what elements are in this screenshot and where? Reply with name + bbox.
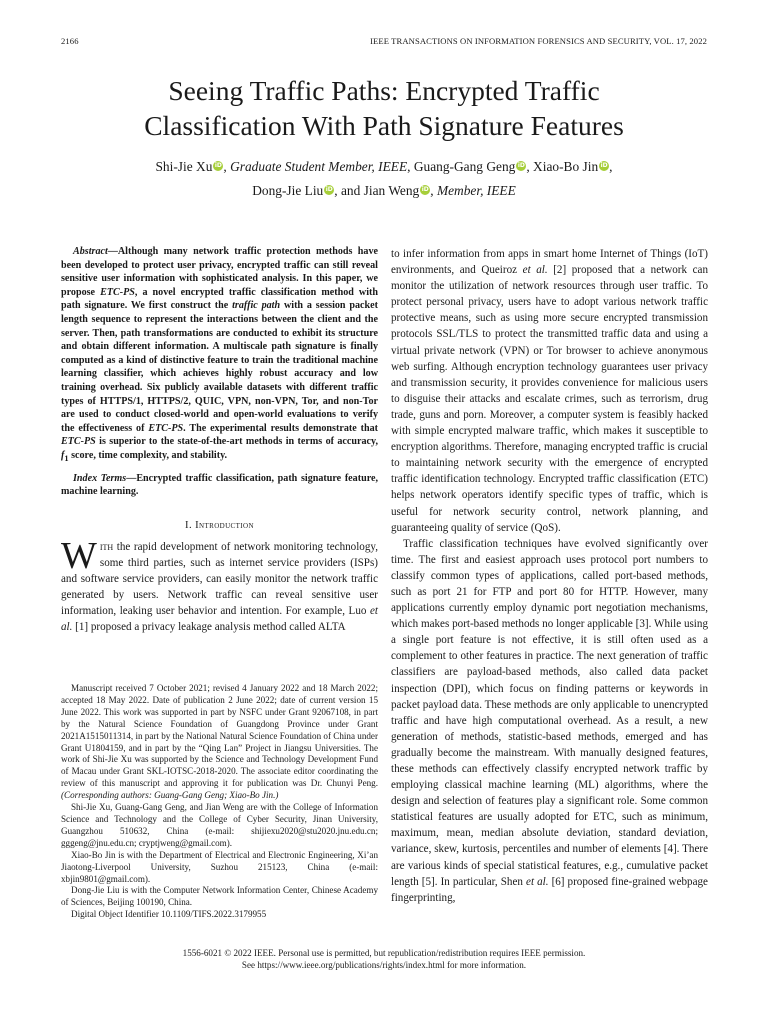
orcid-icon[interactable]: iD [214, 162, 222, 169]
left-column [61, 245, 378, 635]
paper-title [40, 73, 728, 143]
copyright-line: 1556-6021 © 2022 IEEE. Personal use is permitted, but republication/redistribution requires IEEE permission. [182, 948, 586, 958]
right-column [391, 246, 708, 906]
author-role: Member, IEEE [436, 183, 516, 198]
author-name: Shi-Jie Xu [155, 159, 213, 174]
body-paragraph: Traffic classification techniques have evolved significantly over time. The first and easiest approach uses protocol port numbers to classify common types of applications, called port-based methods, such as port 21 for FTP and port 80 for HTTP. However, many applications currently employ dynamic port negotiation mechanisms, which makes port-based methods no longer applicable [3]. While using a single port feature is not effective, it is still often used as a complement to other features in practice. The next generation of traffic classifiers are payload-based methods, also called data packet inspection (DPI), which focus on finding patterns or keywords in packet payload data. These methods are only applicable to unencrypted traffic and have high computational overhead. As a result, a new generation of methods, statistic-based methods, emerged and has gradually become the mainstream. With manually designed features, these methods can effectively classify encrypted network traffic by employing classical machine learning (ML) algorithms, where the design and selection of features play a significant role. Some common statistical features are usually adopted for ETC, such as minimum, maximum, mean, median absolute deviation, standard deviation, variance, skew, kurtosis, percentiles and number of elements [4]. There are various kinds of special statistical features, e.g., cumulative packet length [5]. In particular, Shen et al. [6] proposed fine-grained webpage fingerprinting, [391, 537, 708, 904]
section-heading: I. Introduction [185, 519, 254, 531]
abstract: Abstract—Although many network traffic protection methods have been developed to protect user privacy, encrypted traffic can still reveal sensitive user information with sophisticated analysis. In this paper, we propose ETC-PS, a novel encrypted traffic classification method with path signature. We first construct the traffic path with a session packet length sequence to represent the interactions between the client and the server. Then, path transformations are conducted to exhibit its structure and obtain different information. A multiscale path signature is finally computed as a kind of distinctive feature to train the traditional machine learning classifier, which achieves highly robust accuracy and low training overhead. Six publicly available datasets with different traffic types of HTTPS/1, HTTPS/2, QUIC, VPN, non-VPN, Tor, and non-Tor are used to conduct closed-world and open-world evaluations to verify the effectiveness of ETC-PS. The experimental results demonstrate that ETC-PS is superior to the state-of-the-art methods in terms of accuracy, $f_1$ score, time complexity, and stability. [61, 246, 378, 463]
manuscript-note: Manuscript received 7 October 2021; revised 4 January 2022 and 18 March 2022; accepted 18 May 2022. Date of publication 2 June 2022; date of current version 15 June 2022. This work was supported in part by NSFC under Grant 92067108, in part by the Natural Science Foundation of Guangdong Province under Grant 2021A1515011314, in part by the National Natural Science Foundation of China under Grant U1804159, and in part by the “Qing Lan” Project in Jiangsu Universities. The work of Shi-Jie Xu was supported by the Science and Technology Development Fund of Macau under Grant SKL-IOTSC-2018-2020. The associate editor coordinating the review of this manuscript and approving it for publication was Dr. Chunyi Peng. (Corresponding authors: Guang-Gang Geng; Xiao-Bo Jin.) [61, 683, 378, 801]
body-paragraph: to infer information from apps in smart home Internet of Things (IoT) environments, and Queiroz et al. [2] proposed that a network can monitor the utilization of network resources through user traffic. To protect personal privacy, users have to adopt various network traffic protective means, such as using more secure encrypted transmission protocols SSL/TLS to protect the transmitted traffic data and using a virtual private network (VPN) or Tor browser to achieve anonymous web surfing. Although encryption technology guarantees user privacy and transmission security, it provides convenience for malicious users to disguise their attacks and escalate crimes, such as terrorism, drug trade, guns and porn. Moreover, a computer system is feasibly hacked with simple encrypted malware traffic, which makes it susceptible to encryption algorithms. Therefore, managing encrypted traffic is crucial to maintaining network security with the emergence of encrypted traffic identification technology. Encrypted traffic classification (ETC) helps network operators identify specific types of traffic, which is useful for network security control, network planning, and guaranteeing quality of service (QoS). [391, 248, 708, 534]
orcid-icon[interactable]: iD [600, 162, 608, 169]
title-line-2: Classification With Path Signature Features [144, 110, 624, 141]
doi-note: Digital Object Identifier 10.1109/TIFS.2022.3179955 [71, 909, 267, 920]
drop-cap: W [61, 534, 97, 577]
author-name: Guang-Gang Geng [413, 159, 516, 174]
running-header: IEEE TRANSACTIONS ON INFORMATION FORENSICS AND SECURITY, VOL. 17, 2022 [370, 36, 707, 46]
affiliation-note: Xiao-Bo Jin is with the Department of Electrical and Electronic Engineering, Xi’an Jiaotong-Liverpool University, Suzhou 215123, China (e-mail: xbjin9801@gmail.com). [61, 849, 378, 884]
author-list: Shi-Jie Xu iD, Graduate Student Member, IEEE, Guang-Gang Geng iD, Xiao-Bo Jin iD, Dong-Jie Liu iD, and Jian Weng iD, Member, IEEE [155, 159, 613, 198]
orcid-icon[interactable]: iD [517, 162, 525, 169]
affiliation-note: Shi-Jie Xu, Guang-Gang Geng, and Jian Weng are with the College of Information Science and Technology and the College of Cyber Security, Jinan University, Guangzhou 510632, China (e-mail: shijiexu2020@stu2020.jnu.edu.cn; gggeng@jnu.edu.cn; cryptjweng@gmail.com). [61, 802, 378, 848]
author-name: Dong-Jie Liu [252, 183, 324, 198]
orcid-icon[interactable]: iD [325, 186, 333, 193]
affiliation-note: Dong-Jie Liu is with the Computer Network Information Center, Chinese Academy of Sciences, Beijing 100190, China. [61, 885, 378, 908]
rights-link[interactable]: See https://www.ieee.org/publications/rights/index.html for more information. [241, 960, 527, 970]
copyright-notice [61, 947, 707, 971]
footnote [61, 683, 378, 921]
author-name: Jian Weng [363, 183, 420, 198]
author-role: Graduate Student Member, IEEE [230, 159, 408, 174]
author-name: Xiao-Bo Jin [533, 159, 599, 174]
orcid-icon[interactable]: iD [421, 186, 429, 193]
title-line-1: Seeing Traffic Paths: Encrypted Traffic [168, 75, 600, 106]
intro-paragraph: With the rapid development of network monitoring technology, some third parties, such as internet service providers (ISPs) and software service providers, can easily monitor the network traffic generated by users. Network traffic can reveal sensitive user information, leaking user behavior and intention. For example, Luo et al. [1] proposed a privacy leakage analysis method called ALTA [61, 534, 378, 634]
page-number: 2166 [61, 36, 79, 46]
index-terms: Index Terms—Encrypted traffic classification, path signature feature, machine learning. [61, 472, 378, 498]
